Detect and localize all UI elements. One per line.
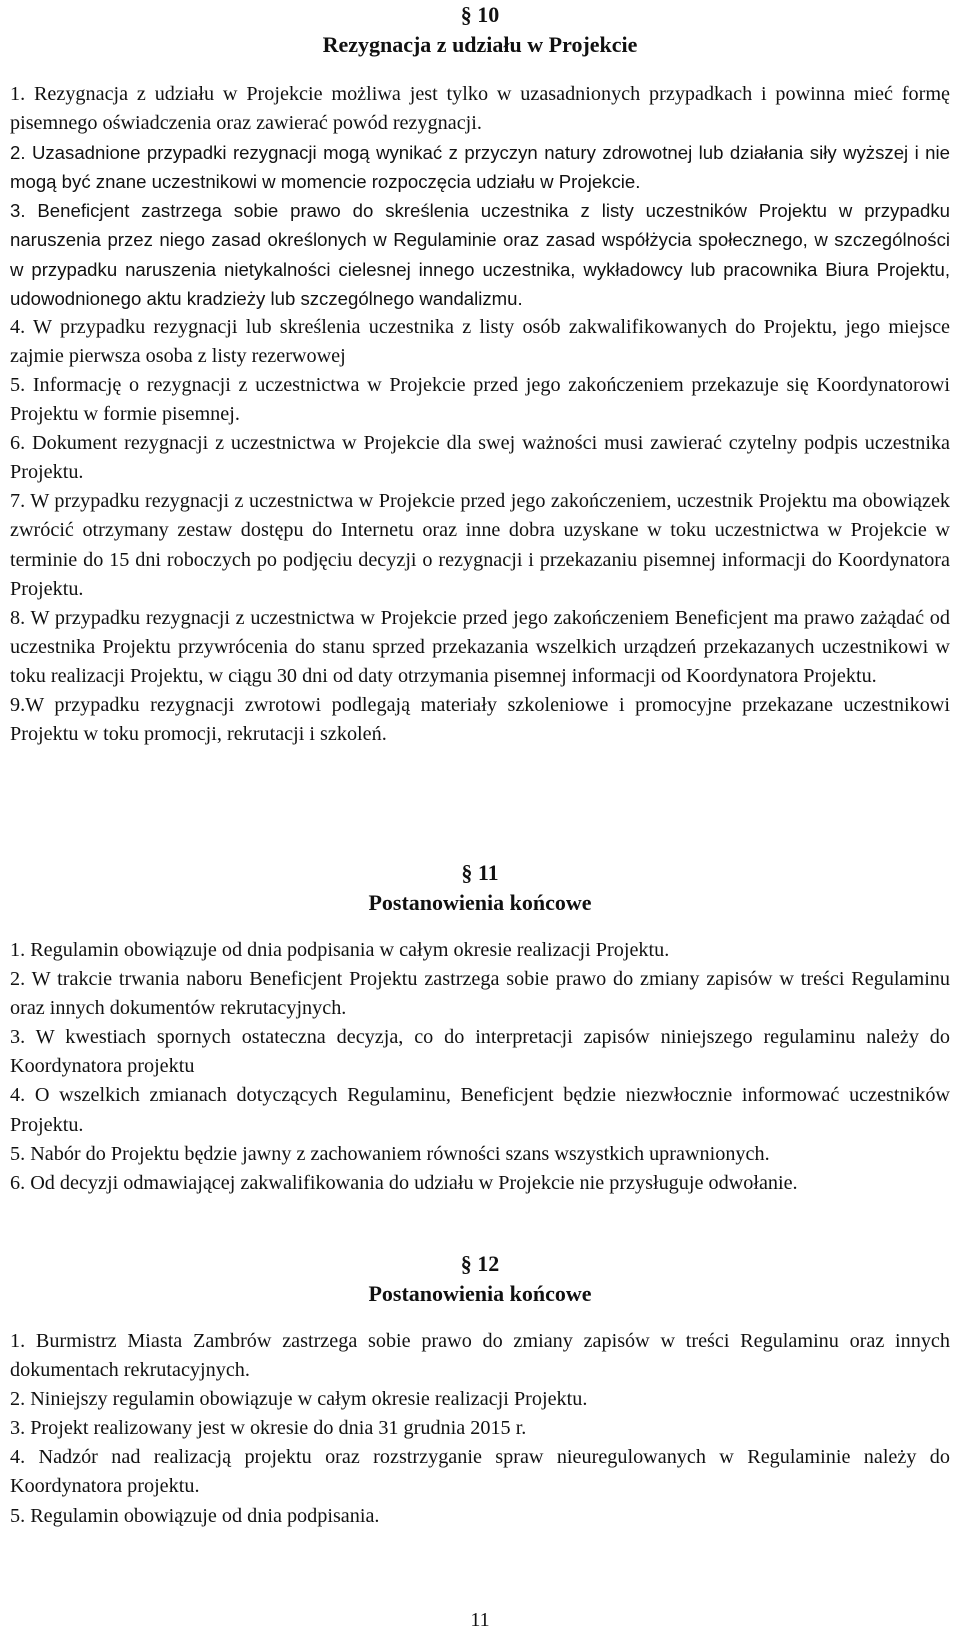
paragraph: 4. O wszelkich zmianach dotyczących Regulaminu, Beneficjent będzie niezwłocznie informować uczestników Projektu. <box>10 1084 950 1136</box>
paragraph: 3. Projekt realizowany jest w okresie do dnia 31 grudnia 2015 r. <box>10 1417 527 1440</box>
section-title: Postanowienia końcowe <box>368 1281 592 1306</box>
paragraph: 3. Beneficjent zastrzega sobie prawo do skreślenia uczestnika z listy uczestników Projektu w przypadku naruszenia przez niego zasad określonych w Regulaminie oraz zasad współżycia społecznego, w szczególności w przypadku naruszenia nietykalności cielesnej innego uczestnika, wykładowcy lub pracownika Biura Projektu, udowodnionego aktu kradzieży lub szczególnego wandalizmu. <box>10 200 950 309</box>
page-number: 11 <box>470 1609 490 1631</box>
section-number: § 10 <box>460 2 500 27</box>
paragraph: 5. Regulamin obowiązuje od dnia podpisania. <box>10 1504 380 1527</box>
paragraph: 1. Regulamin obowiązuje od dnia podpisania w całym okresie realizacji Projektu. <box>10 939 670 961</box>
paragraph: 5. Nabór do Projektu będzie jawny z zachowaniem równości szans wszystkich uprawnionych. <box>10 1142 770 1165</box>
section-header <box>0 0 960 60</box>
paragraph: 2. Niniejszy regulamin obowiązuje w całym okresie realizacji Projektu. <box>10 1388 588 1411</box>
paragraph: 8. W przypadku rezygnacji z uczestnictwa w Projekcie przed jego zakończeniem Beneficjent ma prawo zażądać od uczestnika Projektu przywrócenia do stanu sprzed przekazania wszelkich urządzeń przekazanych uczestnikowi w toku realizacji Projektu, w ciągu 30 dni od daty otrzymania pisemnej informacji od Koordynatora Projektu. <box>10 606 950 687</box>
paragraph: 5. Informację o rezygnacji z uczestnictwa w Projekcie przed jego zakończeniem przekazuje się Koordynatorowi Projektu w formie pisemnej. <box>10 373 950 426</box>
section-12 <box>0 1249 960 1531</box>
section-title: Postanowienia końcowe <box>368 890 592 915</box>
paragraph: 2. W trakcie trwania naboru Beneficjent Projektu zastrzega sobie prawo do zmiany zapisów w treści Regulaminu oraz innych dokumentów rekrutacyjnych. <box>10 968 950 1020</box>
section-10 <box>0 0 960 749</box>
paragraph: 1. Burmistrz Miasta Zambrów zastrzega sobie prawo do zmiany zapisów w treści Regulaminu oraz innych dokumentach rekrutacyjnych. <box>10 1330 950 1382</box>
paragraph: 7. W przypadku rezygnacji z uczestnictwa w Projekcie przed jego zakończeniem, uczestnik Projektu ma obowiązek zwrócić otrzymany zestaw dostępu do Internetu oraz inne dobra uzyskane w toku uczestnictwa w Projekcie w terminie do 15 dni roboczych po podjęciu decyzji o rezygnacji i przekazaniu pisemnej informacji do Koordynatora Projektu. <box>10 490 950 600</box>
paragraph: 3. W kwestiach spornych ostateczna decyzja, co do interpretacji zapisów niniejszego regulaminu należy do Koordynatora projektu <box>10 1026 950 1078</box>
paragraph: 4. Nadzór nad realizacją projektu oraz rozstrzyganie spraw nieuregulowanych w Regulaminie należy do Koordynatora projektu. <box>10 1446 950 1498</box>
paragraph: 6. Od decyzji odmawiającej zakwalifikowania do udziału w Projekcie nie przysługuje odwołanie. <box>10 1171 798 1194</box>
section-title: Rezygnacja z udziału w Projekcie <box>322 32 638 57</box>
section-header <box>0 1249 960 1309</box>
section-number: § 11 <box>461 860 499 885</box>
paragraph: 6. Dokument rezygnacji z uczestnictwa w Projekcie dla swej ważności musi zawierać czytelny podpis uczestnika Projektu. <box>10 432 950 484</box>
paragraph: 2. Uzasadnione przypadki rezygnacji mogą wynikać z przyczyn natury zdrowotnej lub działania siły wyższej i nie mogą być znane uczestnikowi w momencie rozpoczęcia udziału w Projekcie. <box>10 142 950 193</box>
section-number: § 12 <box>460 1251 500 1276</box>
section-11 <box>0 858 960 1198</box>
section-header <box>0 858 960 918</box>
paragraph: 4. W przypadku rezygnacji lub skreślenia uczestnika z listy osób zakwalifikowanych do Projektu, jego miejsce zajmie pierwsza osoba z listy rezerwowej <box>10 315 950 367</box>
paragraph: 1. Rezygnacja z udziału w Projekcie możliwa jest tylko w uzasadnionych przypadkach i powinna mieć formę pisemnego oświadczenia oraz zawierać powód rezygnacji. <box>10 83 950 135</box>
paragraph: 9.W przypadku rezygnacji zwrotowi podlegają materiały szkoleniowe i promocyjne przekazane uczestnikowi Projektu w toku promocji, rekrutacji i szkoleń. <box>10 693 950 746</box>
